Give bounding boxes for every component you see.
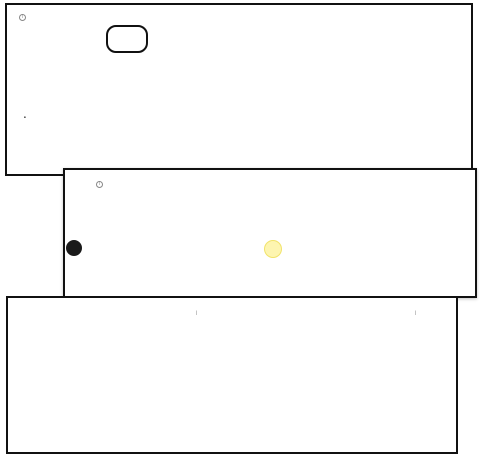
info-icon[interactable]: i	[19, 14, 26, 21]
functional-imbalance-title	[90, 180, 103, 189]
dysbiosis-level-2	[67, 29, 103, 49]
dysbiosis-level-4	[151, 29, 187, 49]
info-icon[interactable]: i	[96, 181, 103, 188]
bacteria-table-card	[6, 296, 458, 454]
legend-elevated-right: |	[415, 310, 417, 315]
warning-icon	[264, 240, 282, 258]
dysbiosis-level-1	[25, 29, 61, 49]
profile-badge	[66, 240, 82, 256]
dysbiosis-level-3-selected	[106, 25, 148, 53]
dysbiosis-title	[13, 12, 26, 23]
functional-imbalance-card	[63, 168, 477, 298]
legend-elevated: |	[196, 310, 198, 315]
action-fiber-title: •	[24, 115, 26, 121]
dysbiosis-level-5	[191, 29, 227, 49]
